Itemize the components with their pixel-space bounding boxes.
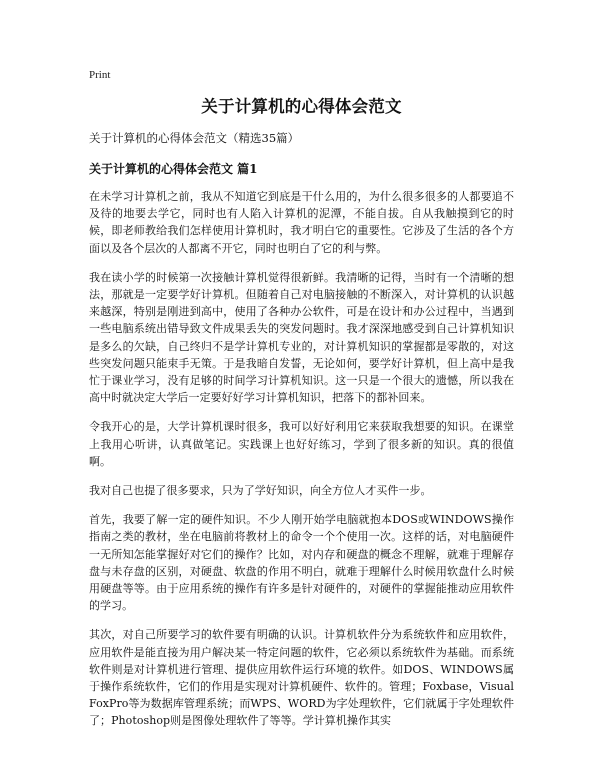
print-link[interactable]: Print bbox=[89, 69, 111, 81]
paragraph-3: 令我开心的是，大学计算机课时很多，我可以好好利用它来获取我想要的知识。在课堂上我用心听讲，认真做笔记。实践课上也好好练习，学到了很多新的知识。真的很值啊。 bbox=[89, 420, 514, 468]
paragraph-5: 首先，我要了解一定的硬件知识。不少人刚开始学电脑就抱本DOS或WINDOWS操作指南之类的教材，坐在电脑前将教材上的命令一个个使用一次。这样的话，对电脑硬件一无所知怎能掌握好对它们的操作？比如，对内存和硬盘的概念不理解，就难于理解存盘与未存盘的区别，对硬盘、软盘的作用不明白，就难于理解什么时候用软盘什么时候用硬盘等等。由于应用系统的操作有许多是针对硬件的，对硬件的掌握能推动应用软件的学习。 bbox=[89, 513, 514, 613]
document-page bbox=[89, 68, 514, 742]
page-title: 关于计算机的心得体会范文 bbox=[201, 97, 402, 116]
paragraph-2: 我在读小学的时候第一次接触计算机觉得很新鲜。我清晰的记得，当时有一个清晰的想法，那就是一定要学好计算机。但随着自己对电脑接触的不断深入，对计算机的认识越来越深，特别是刚进到高中，使用了各种办公软件，可是在设计和办公过程中，当遇到一些电脑系统出错导致文件成果丢失的突发问题时。我才深深地感受到自己计算机知识是多么的欠缺，自己终归不是学计算机专业的，对计算机知识的掌握都是零散的，对这些突发问题只能束手无策。于是我暗自发誓，无论如何，要学好计算机，但上高中是我忙于课业学习，没有足够的时间学习计算机知识。这一只是一个很大的遗憾，所以我在高中时就决定大学后一定要好好学习计算机知识，把落下的都补回来。 bbox=[89, 270, 514, 405]
paragraph-4: 我对自己也提了很多要求，只为了学好知识，向全方位人才买件一步。 bbox=[89, 484, 432, 498]
document-subtitle: 关于计算机的心得体会范文（精选35篇） bbox=[89, 131, 300, 145]
section-heading: 关于计算机的心得体会范文 篇1 bbox=[89, 162, 258, 176]
paragraph-1: 在未学习计算机之前，我从不知道它到底是干什么用的，为什么很多很多的人都要追不及待的地要去学它，同时也有人陷入计算机的泥潭，不能自拔。自从我触摸到它的时候，即老师教给我们怎样使用计算机时，我才明白它的重要性。它涉及了生活的各个方面以及各个层次的人都离不开它，同时也明白了它的利与弊。 bbox=[89, 190, 514, 255]
paragraph-6: 其次，对自己所要学习的软件要有明确的认识。计算机软件分为系统软件和应用软件，应用软件是能直接为用户解决某一特定问题的软件，它必须以系统软件为基础。而系统软件则是对计算机进行管理、提供应用软件运行环境的软件。如DOS、WINDOWS属于操作系统软件，它们的作用是实现对计算机硬件、软件的。管理；Foxbase，Visual FoxPro等为数据库管理系统；而WPS、WORD为字处理软件，它们就属于字处理软件了；Photoshop则是图像处理软件了等等。学计算机操作其实 bbox=[89, 628, 514, 728]
